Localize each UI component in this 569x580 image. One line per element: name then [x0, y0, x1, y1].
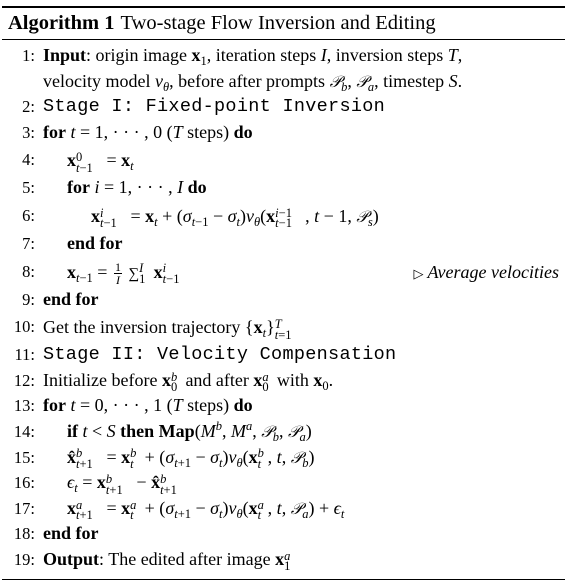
line-number: 8:: [22, 261, 35, 281]
line-9: 9: end for: [2, 287, 565, 313]
line-number: 3:: [22, 122, 35, 142]
line-number: 1:: [22, 46, 35, 65]
line-number: 17:: [13, 498, 35, 518]
line-number: 12:: [13, 370, 35, 390]
line-19: 19: Output: The edited after image x a 1: [2, 547, 565, 573]
comment-average-velocities: ▷ Average velocities: [413, 261, 559, 282]
line-11: 11: Stage II: Velocity Compensation: [2, 342, 565, 368]
line-14: 14: if t < S then $Map(M^b$, $M^a$, 𝒫$_b$, 𝒫$_a$): [2, 419, 565, 445]
line-3: 3: for t = 1, · · · , 0 (T steps) do: [2, 120, 565, 146]
line-13: 13: for t = 0, · · · , 1 (T steps) do: [2, 393, 565, 419]
line-6: 6: x i t−1 = $x_t + (\sigma_{t-1} - \sigma_t)v_\theta(x$ i−1 t−1 , t − 1, 𝒫$_s$): [2, 201, 565, 231]
line-number: 14:: [13, 421, 35, 441]
line-15: 15: x̂ b t+1 = x b t + $(\sigma_{t+1} - \sigma_t)v_\theta(x$ b t , t, 𝒫$_b$): [2, 445, 565, 471]
line-number: 16:: [13, 473, 35, 493]
line-number: 18:: [13, 524, 35, 544]
line-number: 13:: [13, 396, 35, 416]
line-2: 2: Stage I: Fixed-point Inversion: [2, 94, 565, 120]
algorithm-label: Algorithm 1: [8, 12, 115, 34]
line-16: 16: $\epsilon_t = x$ b t+1 − x̂ b t+1: [2, 470, 565, 496]
line-18: 18: end for: [2, 521, 565, 547]
line-number: 19:: [13, 549, 35, 569]
line-4: 4: x 0 t−1 = $x_t$: [2, 145, 565, 175]
line-1-continued: velocity model $v_\theta$, before after prompts 𝒫$_b$, 𝒫$_a$, timestep S.: [43, 70, 463, 94]
line-number: 10:: [13, 317, 35, 337]
algorithm-box: [2, 6, 565, 580]
line-number: 6:: [22, 205, 35, 225]
line-5: 5: for i = 1, · · · , I do: [2, 175, 565, 201]
line-number: 4:: [22, 150, 35, 170]
algorithm-lines: [2, 40, 565, 573]
line-number: 7:: [22, 233, 35, 253]
line-8: 8: $x_{t-1}$ = $\frac{1}{I}$ ∑ I 1 x i t−1 ▷ Average velocities: [2, 257, 565, 287]
line-12: 12: Initialize before x b 0 and after x a 0 with $x_0$.: [2, 368, 565, 394]
bottom-rule: [2, 579, 565, 580]
algorithm-title: [2, 8, 565, 39]
line-number: 5:: [22, 178, 35, 198]
line-17: 17: x a t+1 = x a t + $(\sigma_{t+1} - \sigma_t)v_\theta(x$ a t , t, 𝒫$_a$) + $\epsilon_t$: [2, 496, 565, 522]
line-number: 11:: [14, 345, 35, 365]
line-number: 15:: [13, 447, 35, 467]
triangle-right-icon: ▷: [413, 265, 424, 281]
line-10: 10: Get the inversion trajectory $\{x_t\}$ T t=1: [2, 312, 565, 342]
line-number: 2:: [22, 97, 35, 117]
algorithm-name: Two-stage Flow Inversion and Editing: [120, 12, 436, 34]
line-number: 9:: [22, 289, 35, 309]
line-7: 7: end for: [2, 231, 565, 257]
line-1: 1: Input: origin image $x_1$, iteration steps I, inversion steps T,: [2, 43, 565, 69]
